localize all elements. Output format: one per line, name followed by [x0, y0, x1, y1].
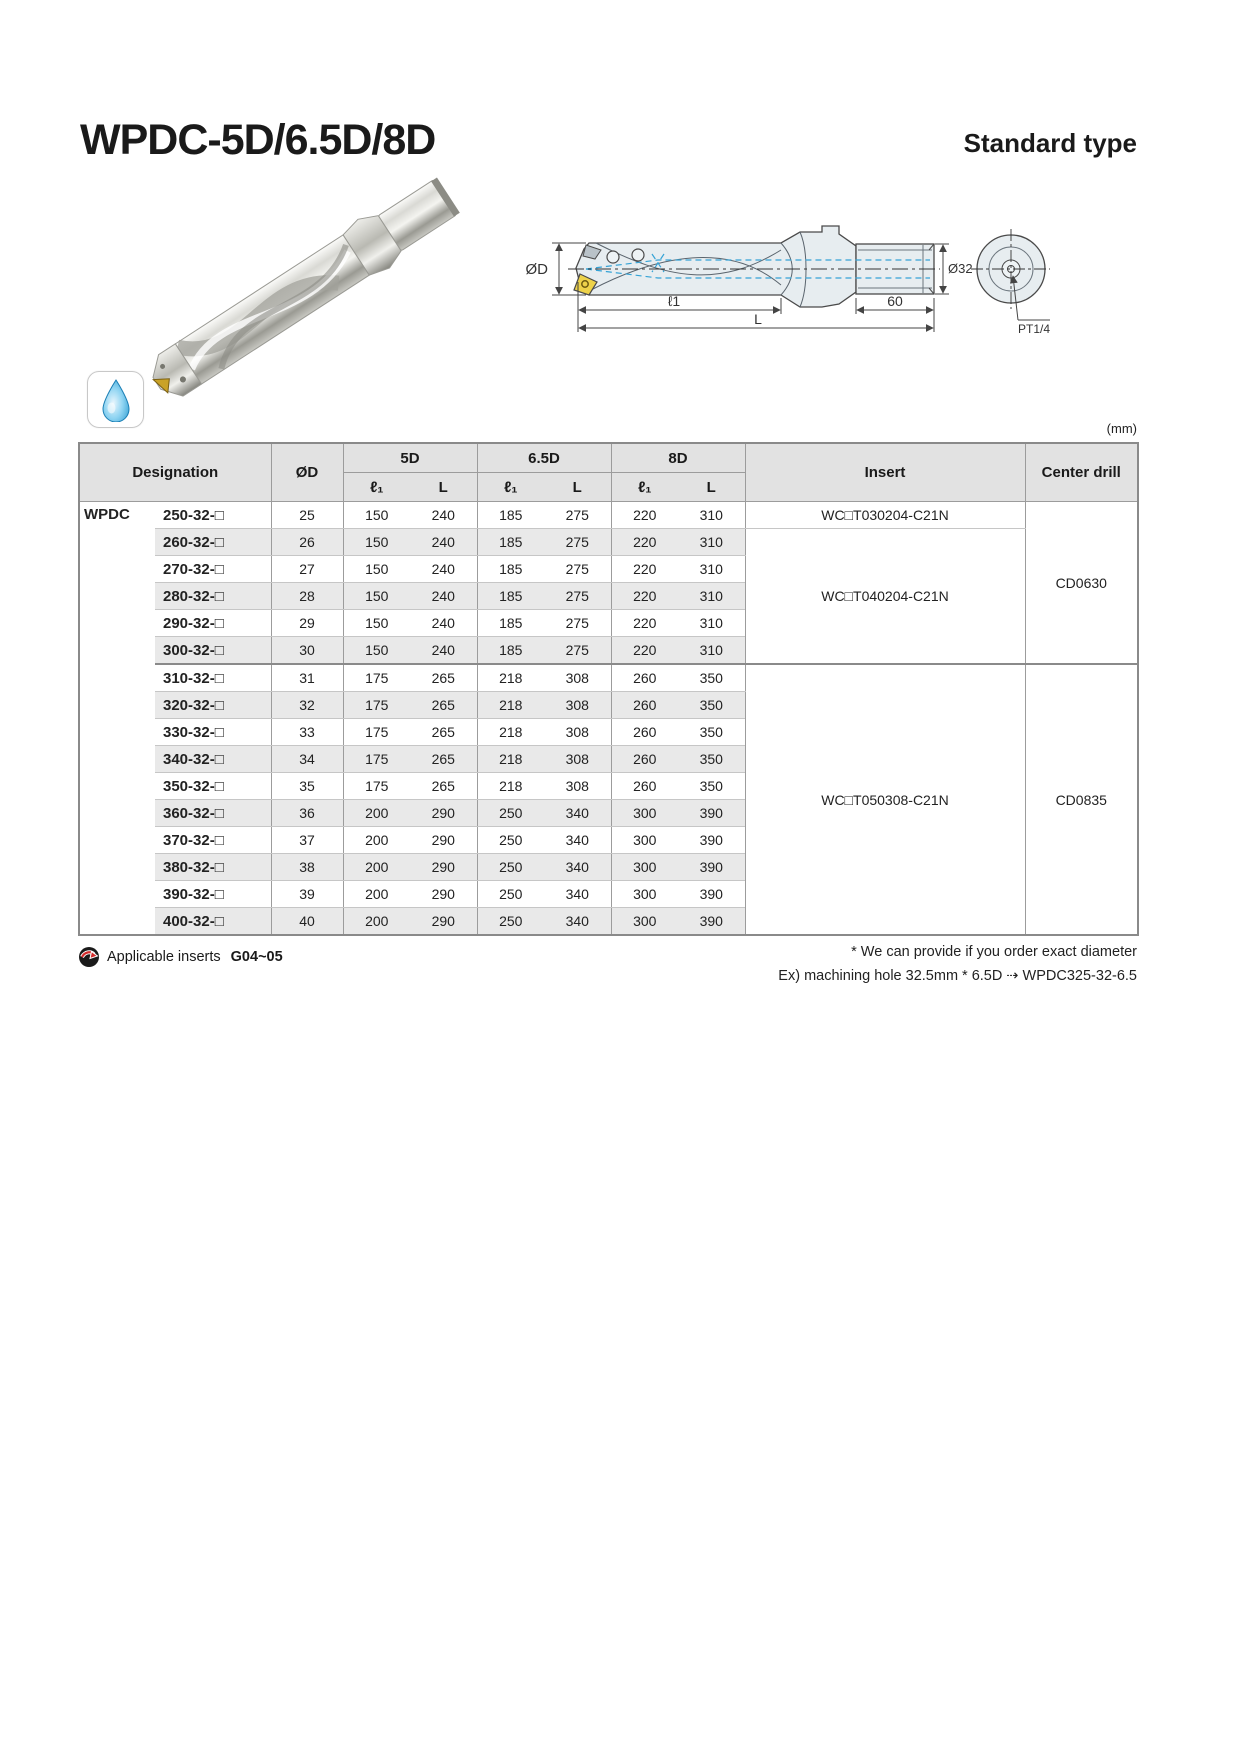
- d65-l1-cell: 250: [477, 881, 544, 908]
- od-cell: 29: [271, 610, 343, 637]
- od-cell: 36: [271, 800, 343, 827]
- d8-length-cell: 310: [678, 637, 745, 665]
- insert-cell: WC□T050308-C21N: [745, 664, 1025, 935]
- designation-cell: 330-32-□: [155, 719, 271, 746]
- d8-length-cell: 390: [678, 881, 745, 908]
- applicable-inserts-note: [78, 946, 283, 968]
- d5-length-cell: 265: [410, 719, 477, 746]
- d8-l1-cell: 300: [611, 800, 678, 827]
- d65-l1-cell: 218: [477, 746, 544, 773]
- page-title: WPDC-5D/6.5D/8D: [80, 116, 436, 164]
- d5-length-cell: 290: [410, 800, 477, 827]
- d65-l1-cell: 185: [477, 610, 544, 637]
- d65-l1-cell: 250: [477, 854, 544, 881]
- d65-length-cell: 340: [544, 881, 611, 908]
- header-sub-l1: ℓ₁: [611, 473, 678, 502]
- designation-cell: 280-32-□: [155, 583, 271, 610]
- d5-l1-cell: 200: [343, 881, 410, 908]
- header-sub-l1: ℓ₁: [343, 473, 410, 502]
- d8-length-cell: 390: [678, 908, 745, 936]
- designation-cell: 380-32-□: [155, 854, 271, 881]
- header-sub-length: L: [544, 473, 611, 502]
- designation-cell: 400-32-□: [155, 908, 271, 936]
- d65-l1-cell: 185: [477, 556, 544, 583]
- d8-l1-cell: 300: [611, 854, 678, 881]
- d8-l1-cell: 300: [611, 881, 678, 908]
- drill-body-outline: [576, 226, 856, 307]
- od-cell: 40: [271, 908, 343, 936]
- designation-cell: 360-32-□: [155, 800, 271, 827]
- d8-l1-cell: 300: [611, 827, 678, 854]
- d5-length-cell: 290: [410, 827, 477, 854]
- d8-length-cell: 350: [678, 746, 745, 773]
- d65-length-cell: 340: [544, 908, 611, 936]
- od-cell: 31: [271, 664, 343, 692]
- d5-length-cell: 265: [410, 746, 477, 773]
- d8-l1-cell: 260: [611, 664, 678, 692]
- d5-l1-cell: 175: [343, 746, 410, 773]
- d65-length-cell: 340: [544, 800, 611, 827]
- header-insert: Insert: [745, 443, 1025, 502]
- d5-length-cell: 290: [410, 854, 477, 881]
- d5-length-cell: 265: [410, 692, 477, 719]
- d8-length-cell: 310: [678, 583, 745, 610]
- header-designation: Designation: [79, 443, 271, 502]
- insert-cell: WC□T040204-C21N: [745, 529, 1025, 665]
- d65-length-cell: 275: [544, 502, 611, 529]
- d8-length-cell: 310: [678, 610, 745, 637]
- d8-l1-cell: 260: [611, 692, 678, 719]
- d65-length-cell: 275: [544, 637, 611, 665]
- center-drill-cell: CD0835: [1025, 664, 1138, 935]
- technical-drawing: [468, 180, 1050, 348]
- d65-l1-cell: 185: [477, 529, 544, 556]
- od-cell: 27: [271, 556, 343, 583]
- d8-l1-cell: 300: [611, 908, 678, 936]
- d65-length-cell: 340: [544, 854, 611, 881]
- dim-shank-length-label: 60: [887, 293, 903, 309]
- d65-l1-cell: 185: [477, 583, 544, 610]
- od-cell: 33: [271, 719, 343, 746]
- d5-l1-cell: 150: [343, 637, 410, 665]
- d8-l1-cell: 260: [611, 719, 678, 746]
- d8-length-cell: 310: [678, 529, 745, 556]
- d8-length-cell: 390: [678, 854, 745, 881]
- coolant-capability-badge: [87, 371, 144, 428]
- od-cell: 30: [271, 637, 343, 665]
- d65-l1-cell: 218: [477, 664, 544, 692]
- spec-table-body: [79, 502, 1138, 936]
- designation-cell: 350-32-□: [155, 773, 271, 800]
- center-drill-cell: CD0630: [1025, 502, 1138, 665]
- drill-dimension-drawing: [468, 180, 1050, 348]
- d8-length-cell: 350: [678, 664, 745, 692]
- d5-l1-cell: 200: [343, 908, 410, 936]
- header-group-65d: 6.5D: [477, 443, 611, 473]
- od-cell: 39: [271, 881, 343, 908]
- designation-cell: 310-32-□: [155, 664, 271, 692]
- d8-l1-cell: 220: [611, 583, 678, 610]
- d5-length-cell: 240: [410, 637, 477, 665]
- d65-l1-cell: 218: [477, 692, 544, 719]
- designation-cell: 250-32-□: [155, 502, 271, 529]
- insert-cell: WC□T030204-C21N: [745, 502, 1025, 529]
- designation-cell: 370-32-□: [155, 827, 271, 854]
- d65-l1-cell: 218: [477, 719, 544, 746]
- designation-cell: 260-32-□: [155, 529, 271, 556]
- d5-length-cell: 290: [410, 881, 477, 908]
- d8-length-cell: 390: [678, 800, 745, 827]
- header-sub-l1: ℓ₁: [477, 473, 544, 502]
- d65-l1-cell: 250: [477, 827, 544, 854]
- drill-photo-illustration: [128, 170, 480, 408]
- d8-l1-cell: 220: [611, 637, 678, 665]
- od-cell: 28: [271, 583, 343, 610]
- product-photo: [128, 170, 480, 408]
- applicable-inserts-value: G04~05: [230, 949, 283, 965]
- d65-length-cell: 308: [544, 773, 611, 800]
- d65-length-cell: 308: [544, 746, 611, 773]
- table-row: [79, 529, 1138, 556]
- od-cell: 37: [271, 827, 343, 854]
- designation-cell: 270-32-□: [155, 556, 271, 583]
- series-prefix: WPDC: [79, 502, 155, 936]
- d8-length-cell: 310: [678, 556, 745, 583]
- designation-cell: 390-32-□: [155, 881, 271, 908]
- d5-l1-cell: 150: [343, 529, 410, 556]
- d5-length-cell: 240: [410, 502, 477, 529]
- d65-length-cell: 308: [544, 664, 611, 692]
- d5-length-cell: 240: [410, 556, 477, 583]
- coolant-drop-icon: [96, 378, 136, 422]
- header-group-5d: 5D: [343, 443, 477, 473]
- d65-l1-cell: 250: [477, 908, 544, 936]
- d5-l1-cell: 175: [343, 692, 410, 719]
- header-group-8d: 8D: [611, 443, 745, 473]
- d65-l1-cell: 185: [477, 637, 544, 665]
- d5-l1-cell: 200: [343, 800, 410, 827]
- d5-l1-cell: 175: [343, 719, 410, 746]
- d5-l1-cell: 175: [343, 664, 410, 692]
- footer-notes: [778, 940, 1137, 988]
- d8-length-cell: 350: [678, 719, 745, 746]
- od-cell: 35: [271, 773, 343, 800]
- unit-label: (mm): [1106, 421, 1137, 436]
- d8-length-cell: 310: [678, 502, 745, 529]
- d65-length-cell: 308: [544, 692, 611, 719]
- d65-length-cell: 275: [544, 583, 611, 610]
- d5-l1-cell: 175: [343, 773, 410, 800]
- d65-l1-cell: 218: [477, 773, 544, 800]
- d8-length-cell: 350: [678, 692, 745, 719]
- d5-l1-cell: 200: [343, 827, 410, 854]
- table-row: [79, 502, 1138, 529]
- d8-l1-cell: 220: [611, 529, 678, 556]
- d8-length-cell: 350: [678, 773, 745, 800]
- d5-length-cell: 240: [410, 583, 477, 610]
- table-row: [79, 664, 1138, 692]
- note-example: Ex) machining hole 32.5mm * 6.5D ⇢ WPDC325-32-6.5: [778, 968, 1137, 984]
- d8-l1-cell: 220: [611, 556, 678, 583]
- od-cell: 32: [271, 692, 343, 719]
- d5-length-cell: 240: [410, 529, 477, 556]
- d65-length-cell: 275: [544, 556, 611, 583]
- header-od: ØD: [271, 443, 343, 502]
- applicable-inserts-icon: [78, 946, 100, 968]
- spec-table: [78, 442, 1139, 936]
- note-exact-diameter: * We can provide if you order exact diameter: [851, 944, 1137, 960]
- header-center-drill: Center drill: [1025, 443, 1138, 502]
- header-sub-length: L: [410, 473, 477, 502]
- d5-l1-cell: 150: [343, 610, 410, 637]
- designation-cell: 320-32-□: [155, 692, 271, 719]
- end-view: [971, 229, 1050, 320]
- d5-l1-cell: 150: [343, 583, 410, 610]
- d65-length-cell: 340: [544, 827, 611, 854]
- designation-cell: 300-32-□: [155, 637, 271, 665]
- dim-length-label: L: [754, 311, 762, 327]
- d5-length-cell: 290: [410, 908, 477, 936]
- dim-thread-label: PT1/4: [1017, 322, 1050, 336]
- d65-length-cell: 275: [544, 610, 611, 637]
- od-cell: 25: [271, 502, 343, 529]
- applicable-inserts-label: Applicable inserts: [107, 949, 221, 965]
- d5-length-cell: 240: [410, 610, 477, 637]
- dim-l1-label: ℓ1: [667, 293, 681, 309]
- d65-l1-cell: 185: [477, 502, 544, 529]
- d5-l1-cell: 150: [343, 556, 410, 583]
- d8-l1-cell: 260: [611, 746, 678, 773]
- type-label: Standard type: [963, 128, 1137, 158]
- d5-length-cell: 265: [410, 773, 477, 800]
- d65-l1-cell: 250: [477, 800, 544, 827]
- designation-cell: 290-32-□: [155, 610, 271, 637]
- dim-shank-diameter-label: Ø32: [948, 261, 973, 276]
- d5-length-cell: 265: [410, 664, 477, 692]
- d65-length-cell: 308: [544, 719, 611, 746]
- header-sub-length: L: [678, 473, 745, 502]
- d8-l1-cell: 260: [611, 773, 678, 800]
- d8-l1-cell: 220: [611, 502, 678, 529]
- d5-l1-cell: 150: [343, 502, 410, 529]
- od-cell: 34: [271, 746, 343, 773]
- d8-l1-cell: 220: [611, 610, 678, 637]
- d8-length-cell: 390: [678, 827, 745, 854]
- d5-l1-cell: 200: [343, 854, 410, 881]
- dim-od-label: ØD: [525, 261, 548, 278]
- od-cell: 26: [271, 529, 343, 556]
- designation-cell: 340-32-□: [155, 746, 271, 773]
- d65-length-cell: 275: [544, 529, 611, 556]
- od-cell: 38: [271, 854, 343, 881]
